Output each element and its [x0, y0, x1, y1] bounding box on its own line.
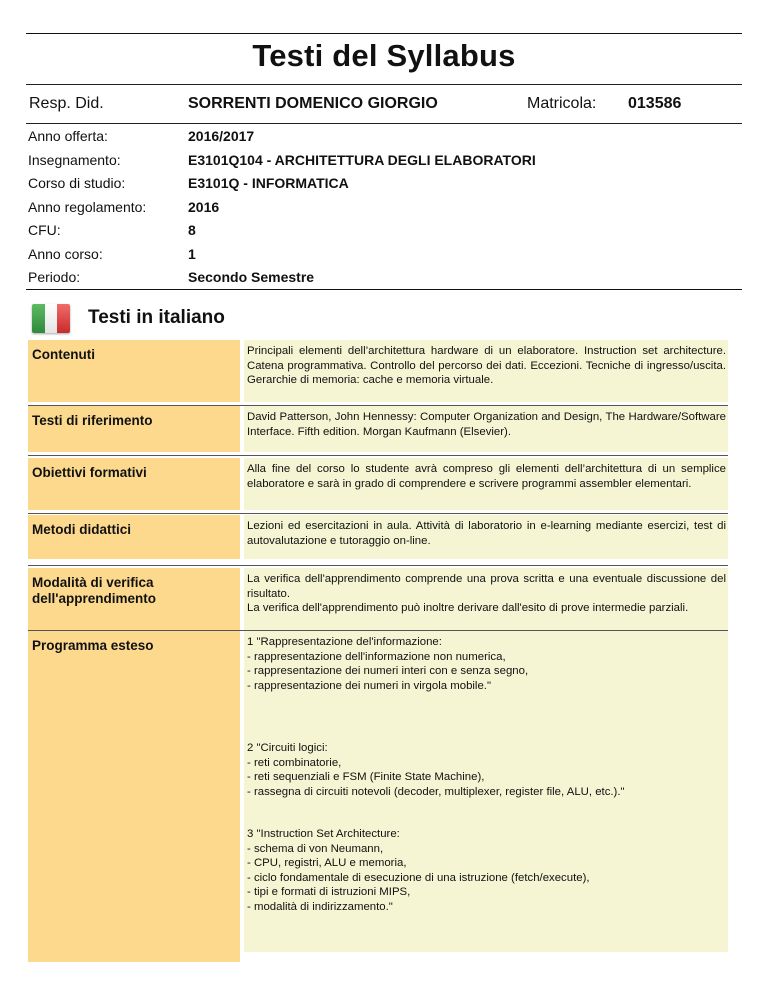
matricola-value: 013586 — [628, 95, 682, 112]
section-text: David Patterson, John Hennessy: Computer Organization and Design, The Hardware/Software Interface. Fifth edition. Morgan Kaufmann (Elsevier). — [247, 411, 726, 438]
info-row-periodo — [28, 269, 728, 291]
section-body-obiettivi-formativi — [244, 458, 728, 510]
section-label-testi-di-riferimento — [28, 406, 240, 452]
section-label-programma-esteso — [28, 631, 240, 962]
section-label-text: Metodi didattici — [32, 522, 131, 537]
info-value: 8 — [188, 222, 196, 238]
info-value: 2016 — [188, 199, 220, 215]
info-rule — [26, 289, 742, 290]
section-label-obiettivi-formativi — [28, 458, 240, 510]
info-label: Anno corso: — [28, 246, 103, 262]
resp-rule — [26, 123, 742, 124]
section-label-contenuti — [28, 340, 240, 402]
section-text: Alla fine del corso lo studente avrà compreso gli elementi dell’architettura di un semplice elaboratore e sarà in grado di comprendere e scrivere programmi assembler elementari. — [247, 463, 726, 490]
section-text: Lezioni ed esercitazioni in aula. Attività di laboratorio in e-learning mediante esercizi, test di autovalutazione e tutoraggio on-line. — [247, 520, 726, 547]
section-body-contenuti — [244, 340, 728, 402]
section-body-metodi-didattici — [244, 515, 728, 559]
program-topic-1: 1 "Rappresentazione del'informazione: - rappresentazione dell'informazione non numerica, - rappresentazione dei numeri interi con e senza segno, - rappresentazione dei numeri in virgola mobile." — [247, 636, 529, 692]
info-value: Secondo Semestre — [188, 269, 315, 285]
info-label: Insegnamento: — [28, 152, 121, 168]
info-value: 1 — [188, 246, 196, 262]
info-value: E3101Q - INFORMATICA — [188, 175, 349, 191]
matricola-label: Matricola: — [527, 95, 597, 112]
section-divider — [28, 455, 728, 456]
section-body-modalita-di-verifica — [244, 568, 728, 630]
info-value: 2016/2017 — [188, 128, 255, 144]
info-label: CFU: — [28, 222, 61, 238]
section-body-programma-esteso — [244, 631, 728, 952]
section-label-text: Obiettivi formativi — [32, 465, 147, 480]
resp-did-label: Resp. Did. — [29, 95, 104, 112]
section-label-modalita-di-verifica — [28, 568, 240, 630]
section-label-text: Testi di riferimento — [32, 413, 153, 428]
info-row-anno-offerta — [28, 128, 728, 150]
section-text: Principali elementi dell’architettura hardware di un elaboratore. Instruction set architecture. Catena programmativa. Controllo del percorso dei dati. Eccezioni. Tecniche di ingresso/uscita. Gerarchie di memoria: cache e memoria virtuale. — [247, 345, 726, 387]
section-label-text: Programma esteso — [32, 638, 154, 653]
info-row-cfu — [28, 222, 728, 244]
section-body-testi-di-riferimento — [244, 406, 728, 452]
section-divider — [28, 565, 728, 566]
section-text: La verifica dell'apprendimento comprende una prova scritta e una eventuale discussione del risultato. La verifica dell'apprendimento può inoltre derivare dall'esito di prove intermedie parziali. — [247, 573, 726, 615]
info-label: Periodo: — [28, 269, 81, 285]
section-title: Testi in italiano — [88, 307, 225, 328]
info-value: E3101Q104 - ARCHITETTURA DEGLI ELABORATORI — [188, 152, 536, 168]
italian-flag-icon — [32, 304, 70, 333]
section-divider — [28, 513, 728, 514]
info-row-anno-regolamento — [28, 199, 728, 221]
program-topic-3: 3 "Instruction Set Architecture: - schema di von Neumann, - CPU, registri, ALU e memoria, - ciclo fondamentale di esecuzione di una istruzione (fetch/execute), - tipi e formati di istruzioni MIPS, - modalità di indirizzamento." — [247, 828, 590, 913]
resp-did-name: SORRENTI DOMENICO GIORGIO — [188, 95, 438, 112]
page-title: Testi del Syllabus — [252, 38, 516, 73]
info-row-corso-di-studio — [28, 175, 728, 197]
section-label-text: Modalità di verifica dell'apprendimento — [32, 575, 156, 606]
section-label-text: Contenuti — [32, 347, 95, 362]
info-label: Corso di studio: — [28, 175, 126, 191]
info-row-insegnamento — [28, 152, 728, 174]
info-label: Anno offerta: — [28, 128, 108, 144]
info-label: Anno regolamento: — [28, 199, 147, 215]
program-topic-2: 2 "Circuiti logici: - reti combinatorie, - reti sequenziali e FSM (Finite State Machine), - rassegna di circuiti notevoli (decoder, multiplexer, register file, ALU, etc.)." — [247, 742, 625, 798]
section-label-metodi-didattici — [28, 515, 240, 559]
info-row-anno-corso — [28, 246, 728, 268]
title-rule — [26, 84, 742, 85]
top-rule — [26, 33, 742, 34]
